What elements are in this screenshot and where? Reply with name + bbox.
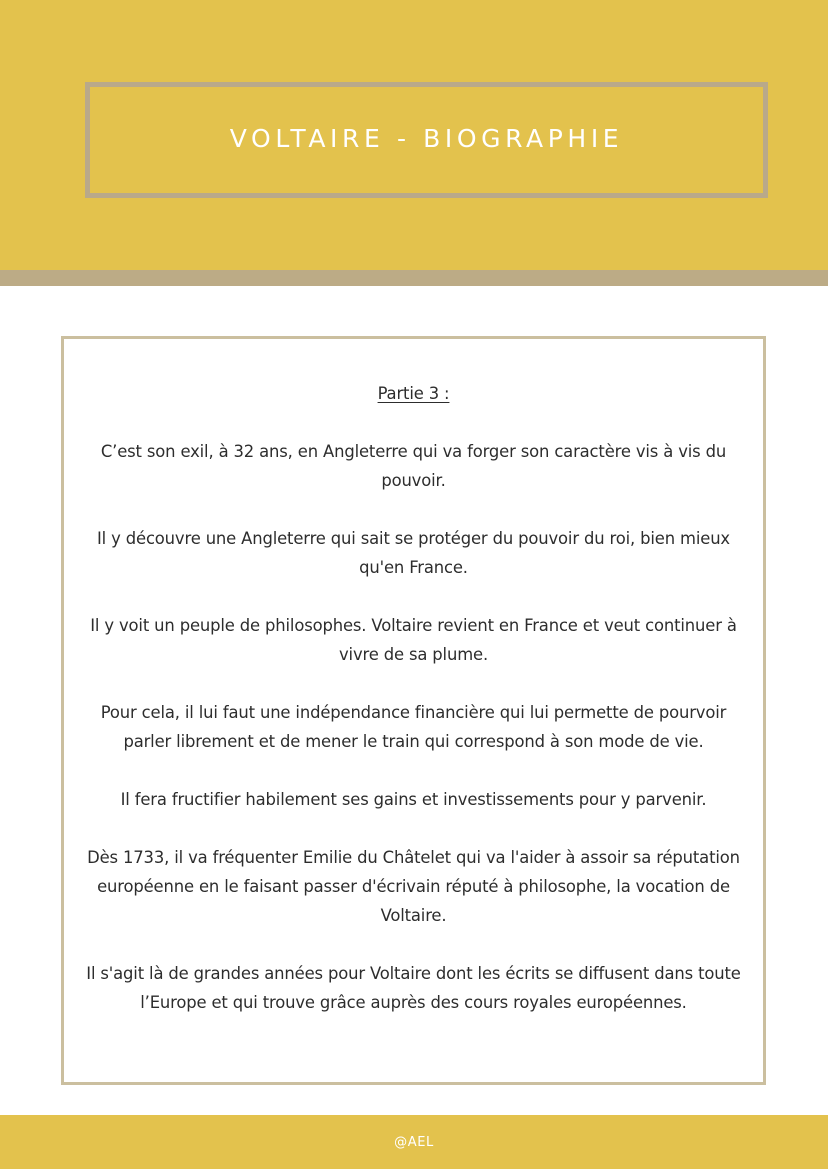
content-frame [61, 336, 766, 1085]
header-banner [0, 0, 828, 270]
paragraph-philosophers: Il y voit un peuple de philosophes. Voltaire revient en France et veut continuer à vivre de sa plume. [90, 616, 737, 664]
footer-credit: @AEL [394, 1134, 434, 1150]
paragraph-chatelet: Dès 1733, il va fréquenter Emilie du Châtelet qui va l'aider à assoir sa réputation européenne en le faisant passer d'écrivain réputé à philosophe, la vocation de Voltaire. [87, 848, 740, 925]
page-title: VOLTAIRE - BIOGRAPHIE [229, 123, 624, 153]
paragraph-england: Il y découvre une Angleterre qui sait se protéger du pouvoir du roi, bien mieux qu'en France. [97, 529, 730, 577]
header-divider [0, 270, 828, 286]
section-heading: Partie 3 : [377, 384, 450, 403]
footer-banner [0, 1115, 828, 1169]
paragraph-great-years: Il s'agit là de grandes années pour Voltaire dont les écrits se diffusent dans toute l’Europe et qui trouve grâce auprès des cours royales européennes. [86, 964, 741, 1012]
content-body [78, 379, 749, 1046]
paragraph-exile: C’est son exil, à 32 ans, en Angleterre qui va forger son caractère vis à vis du pouvoir. [100, 442, 727, 490]
paragraph-independence: Pour cela, il lui faut une indépendance financière qui lui permette de pourvoir parler librement et de mener le train qui correspond à son mode de vie. [100, 703, 727, 751]
paragraph-investments: Il fera fructifier habilement ses gains et investissements pour y parvenir. [120, 790, 707, 809]
title-frame [85, 82, 768, 198]
